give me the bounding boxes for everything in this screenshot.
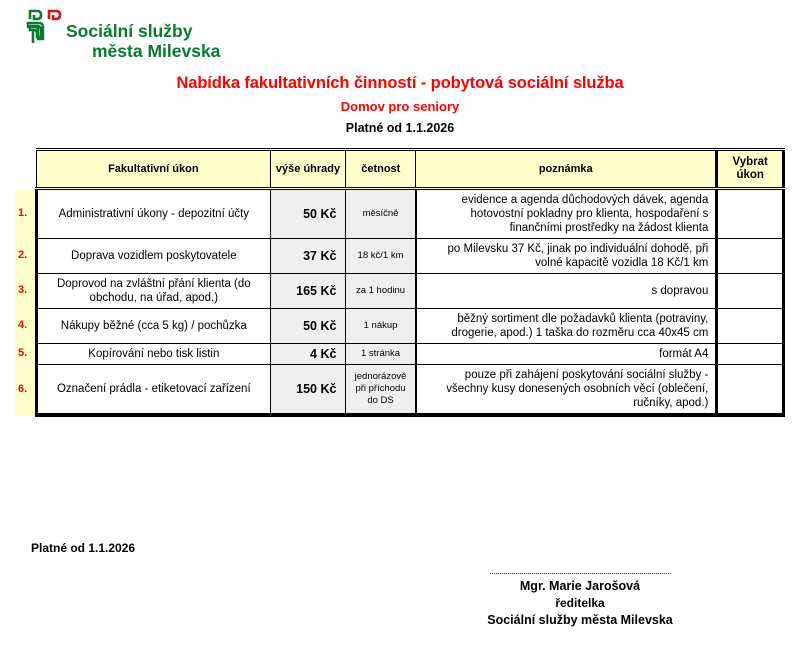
column-header-price: výše úhrady (270, 150, 346, 189)
logo-line-2: města Milevska (92, 41, 221, 61)
service-price: 150 Kč (270, 365, 346, 416)
select-service-cell[interactable] (717, 344, 784, 365)
service-name: Administrativní úkony - depozitní účty (37, 189, 271, 239)
clover-hearts-logo-icon (26, 6, 64, 50)
column-header-note: poznámka (416, 150, 717, 189)
select-service-cell[interactable] (717, 309, 784, 344)
table-row (15, 189, 784, 239)
table-row (15, 239, 784, 274)
logo-line-1: Sociální služby (66, 21, 193, 41)
service-price: 4 Kč (270, 344, 346, 365)
service-note: po Milevsku 37 Kč, jinak po individuální dohodě, při volné kapacitě vozidla 18 Kč/1 km (416, 239, 717, 274)
table-row (15, 365, 784, 416)
service-note: formát A4 (416, 344, 717, 365)
row-number: 6. (15, 365, 37, 416)
service-name: Kopírování nebo tisk listin (37, 344, 271, 365)
table-header-row (15, 150, 784, 189)
service-frequency: za 1 hodinu (346, 274, 416, 309)
column-header-freq: četnost (346, 150, 416, 189)
row-number: 1. (15, 189, 37, 239)
column-header-select: Vybrat úkon (717, 150, 784, 189)
table-row (15, 344, 784, 365)
service-note: s dopravou (416, 274, 717, 309)
footer-validity-note: Platné od 1.1.2026 (31, 541, 136, 555)
organization-logo (26, 6, 220, 61)
organization-name (66, 6, 220, 61)
page-subtitle: Domov pro seniory (340, 99, 460, 114)
signer-role: ředitelka (555, 596, 605, 610)
service-price: 165 Kč (270, 274, 346, 309)
service-frequency: 1 nákup (346, 309, 416, 344)
row-number: 2. (15, 239, 37, 274)
row-number: 5. (15, 344, 37, 365)
service-price: 37 Kč (270, 239, 346, 274)
service-frequency: 18 kč/1 km (346, 239, 416, 274)
validity-note: Platné od 1.1.2026 (345, 121, 455, 135)
service-frequency: 1 stránka (346, 344, 416, 365)
row-number: 3. (15, 274, 37, 309)
signature-block (430, 566, 730, 629)
select-service-cell[interactable] (717, 365, 784, 416)
service-name: Doprovod na zvláštní přání klienta (do obchodu, na úřad, apod.) (37, 274, 271, 309)
select-service-cell[interactable] (717, 189, 784, 239)
select-service-cell[interactable] (717, 239, 784, 274)
service-note: evidence a agenda důchodových dávek, agenda hotovostní pokladny pro klienta, hospodaření s finančními prostředky na žádost klienta (416, 189, 717, 239)
service-note: pouze při zahájení poskytování sociální služby - všechny kusy donesených osobních věcí (oblečení, ručníky, apod.) (416, 365, 717, 416)
service-name: Doprava vozidlem poskytovatele (37, 239, 271, 274)
service-note: běžný sortiment dle požadavků klienta (potraviny, drogerie, apod.) 1 taška do rozměru cca 40x45 cm (416, 309, 717, 344)
service-price: 50 Kč (270, 189, 346, 239)
document-header (0, 72, 800, 137)
signer-name: Mgr. Marie Jarošová (519, 579, 641, 593)
service-frequency: jednorázově při příchodu do DS (346, 365, 416, 416)
table-row (15, 309, 784, 344)
row-number-gutter-header (15, 150, 37, 189)
services-table (15, 148, 785, 417)
column-header-task: Fakultativní úkon (37, 150, 271, 189)
table-row (15, 274, 784, 309)
service-name: Označení prádla - etiketovací zařízení (37, 365, 271, 416)
signature-dotted-line: ........................................................................................... (488, 566, 672, 576)
select-service-cell[interactable] (717, 274, 784, 309)
services-table-container (15, 148, 785, 417)
service-name: Nákupy běžné (cca 5 kg) / pochůzka (37, 309, 271, 344)
row-number: 4. (15, 309, 37, 344)
service-frequency: měsíčně (346, 189, 416, 239)
page-title: Nabídka fakultativních činností - pobytová sociální služba (176, 74, 624, 92)
service-price: 50 Kč (270, 309, 346, 344)
signer-organization: Sociální služby města Milevska (487, 613, 673, 627)
